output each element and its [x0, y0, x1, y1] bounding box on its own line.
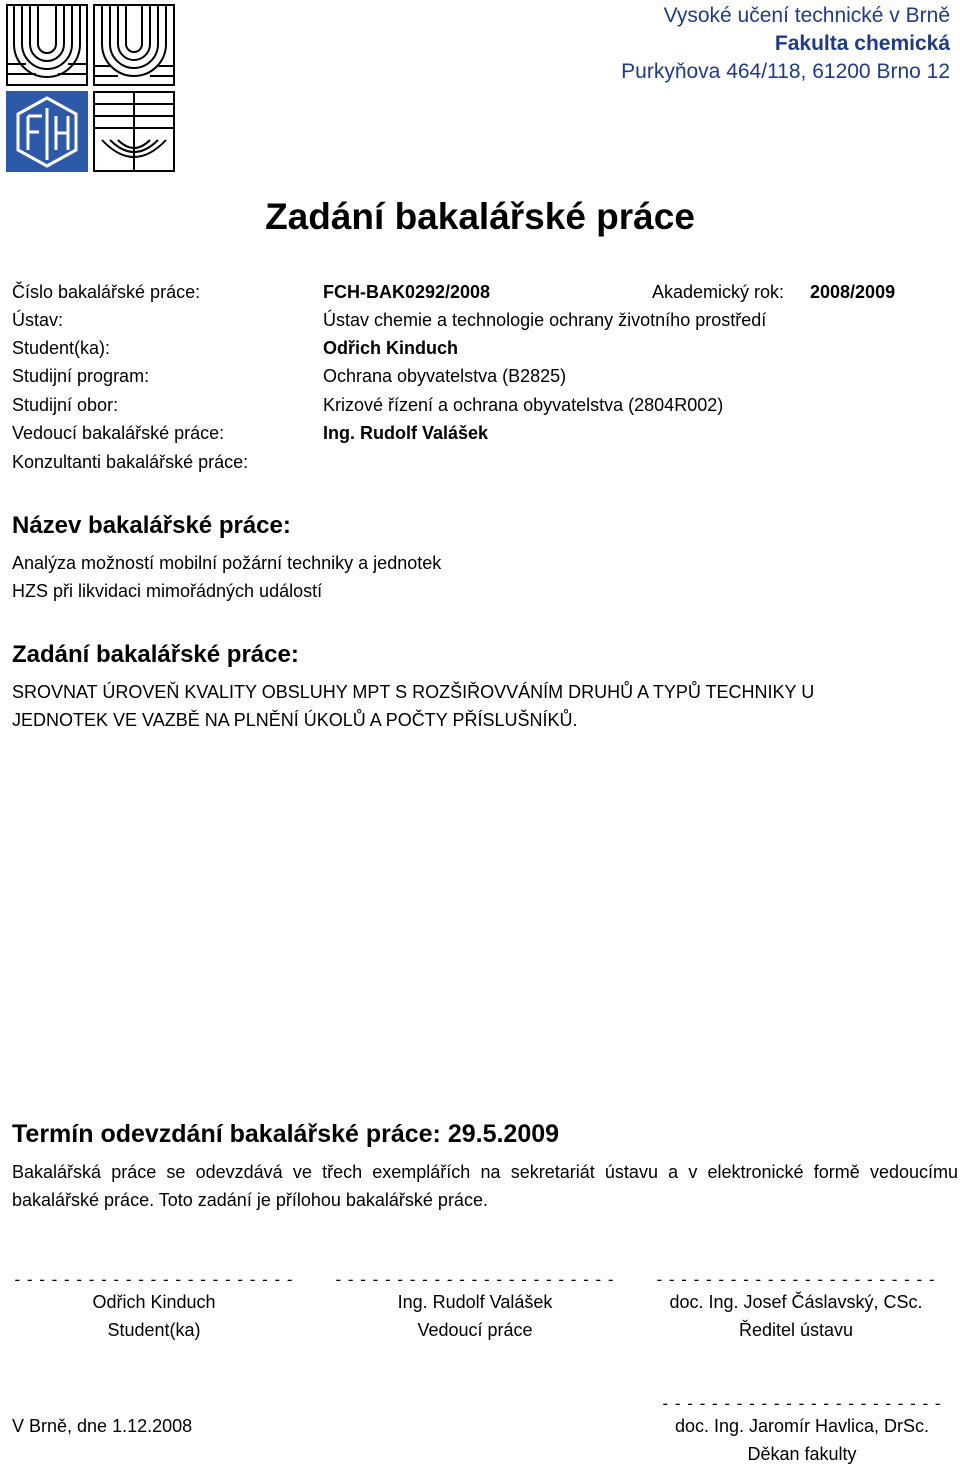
- student-signature-name: Odřich Kinduch: [92, 1292, 216, 1312]
- assignment-line-1: SROVNAT ÚROVEŇ KVALITY OBSLUHY MPT S ROZŠIŘOVVÁNÍM DRUHŮ A TYPŮ TECHNIKY U: [12, 682, 815, 702]
- student-label: Student(ka):: [12, 338, 111, 358]
- university-name: Vysoké učení technické v Brně: [663, 4, 950, 27]
- institute-label: Ústav:: [12, 310, 64, 330]
- deadline-text: Bakalářská práce se odevzdává ve třech exemplářích na sekretariát ústavu a v elektronické formě vedoucímu bakalářské práce. Toto zadání je přílohou bakalářské práce.: [12, 1162, 958, 1210]
- dean-signature-name: doc. Ing. Jaromír Havlica, DrSc.: [674, 1416, 930, 1436]
- institute-value: Ústav chemie a technologie ochrany životního prostředí: [323, 310, 767, 330]
- field-label: Studijní obor:: [12, 395, 119, 415]
- student-value: Odřich Kinduch: [323, 338, 458, 358]
- place-date: V Brně, dne 1.12.2008: [12, 1416, 193, 1436]
- assignment-line-2: JEDNOTEK VE VAZBĚ NA PLNĚNÍ ÚKOLŮ A POČTY PŘÍSLUŠNÍKŮ.: [12, 710, 578, 730]
- dean-signature-role: Děkan fakulty: [747, 1444, 857, 1464]
- supervisor-signature-line: - - - - - - - - - - - - - - - - - - - - - - -: [335, 1270, 615, 1289]
- consultants-label: Konzultanti bakalářské práce:: [12, 452, 249, 472]
- assignment-heading: Zadání bakalářské práce:: [12, 641, 299, 668]
- program-label: Studijní program:: [12, 366, 150, 386]
- student-signature-role: Student(ka): [107, 1320, 201, 1340]
- supervisor-value: Ing. Rudolf Valášek: [323, 423, 489, 443]
- supervisor-signature-name: Ing. Rudolf Valášek: [397, 1292, 553, 1312]
- student-signature-line: - - - - - - - - - - - - - - - - - - - - - - -: [14, 1270, 294, 1289]
- supervisor-signature-role: Vedoucí práce: [417, 1320, 533, 1340]
- thesis-title-line-1: Analýza možností mobilní požární techniky a jednotek: [12, 553, 442, 573]
- page-title: Zadání bakalářské práce: [265, 196, 695, 237]
- thesis-number-label: Číslo bakalářské práce:: [12, 282, 201, 302]
- dean-signature-line: - - - - - - - - - - - - - - - - - - - - - - -: [662, 1394, 942, 1413]
- thesis-number-value: FCH-BAK0292/2008: [323, 282, 491, 302]
- field-value: Krizové řízení a ochrana obyvatelstva (2804R002): [323, 395, 724, 415]
- thesis-title-heading: Název bakalářské práce:: [12, 512, 291, 539]
- director-signature-name: doc. Ing. Josef Čáslavský, CSc.: [669, 1292, 923, 1312]
- thesis-title-line-2: HZS při likvidaci mimořádných událostí: [12, 581, 323, 601]
- supervisor-label: Vedoucí bakalářské práce:: [12, 423, 225, 443]
- faculty-name: Fakulta chemická: [774, 32, 950, 55]
- director-signature-role: Ředitel ústavu: [738, 1320, 854, 1340]
- academic-year-value: 2008/2009: [810, 282, 896, 302]
- faculty-address: Purkyňova 464/118, 61200 Brno 12: [621, 60, 950, 83]
- deadline-heading: Termín odevzdání bakalářské práce: 29.5.2009: [12, 1120, 560, 1148]
- program-value: Ochrana obyvatelstva (B2825): [323, 366, 567, 386]
- academic-year-label: Akademický rok:: [652, 282, 785, 302]
- director-signature-line: - - - - - - - - - - - - - - - - - - - - - - -: [656, 1270, 936, 1289]
- vut-fch-logo: [6, 4, 176, 172]
